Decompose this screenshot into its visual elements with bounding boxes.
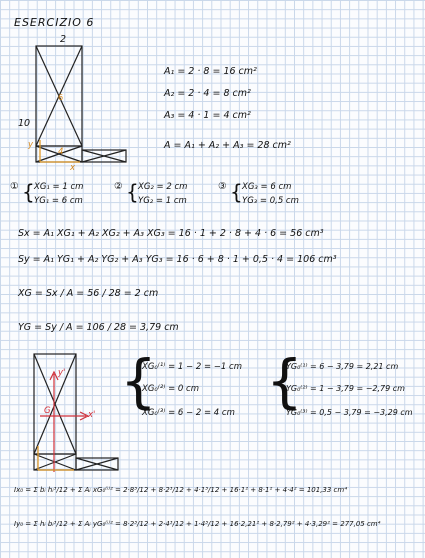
fig1-label-y: y <box>28 140 34 150</box>
offset-x2: XG₀⁽²⁾ = 0 cm <box>142 384 199 394</box>
centroid-1-number: ① <box>10 181 19 192</box>
fig2-label-y: y' <box>58 368 66 378</box>
centroid-3-x: XG₃ = 6 cm <box>242 182 292 192</box>
centroid-xg: XG = Sx / A = 56 / 28 = 2 cm <box>18 288 159 299</box>
centroid-2-x: XG₂ = 2 cm <box>138 182 188 192</box>
static-moment-sy: Sy = A₁ YG₁ + A₂ YG₂ + A₃ YG₃ = 16 · 6 + 8 · 1 + 0,5 · 4 = 106 cm³ <box>18 254 337 265</box>
centroid-2-y: YG₂ = 1 cm <box>138 196 187 206</box>
fig1-dim-top: 2 <box>60 34 67 45</box>
offset-x1: XG₀⁽¹⁾ = 1 − 2 = −1 cm <box>142 362 242 372</box>
centroid-1-brace: { <box>22 180 35 204</box>
static-moment-sx: Sx = A₁ XG₁ + A₂ XG₂ + A₃ XG₃ = 16 · 1 + 2 · 8 + 4 · 6 = 56 cm³ <box>18 228 324 239</box>
fig1-dim-left: 10 <box>18 118 31 129</box>
centroid-1-y: YG₁ = 6 cm <box>34 196 83 206</box>
inertia-iy: Iy₀ = Σ hᵢ bᵢ³/12 + Σ Aᵢ yG₀⁽ⁱ⁾² = 8·2³/12 + 2·4³/12 + 1·4³/12 + 16·2,21² + 8·2,79² + 4·3,29² = 277,05 cm⁴ <box>14 520 381 528</box>
area-a2: A₂ = 2 · 4 = 8 cm² <box>164 88 251 99</box>
offset-x3: XG₀⁽³⁾ = 6 − 2 = 4 cm <box>142 408 235 418</box>
fig1-label-x: x <box>70 163 76 173</box>
centroid-2-brace: { <box>126 180 139 204</box>
centroid-3-number: ③ <box>218 181 227 192</box>
centroid-3-y: YG₃ = 0,5 cm <box>242 196 299 206</box>
offset-y1: YG₀⁽¹⁾ = 6 − 3,79 = 2,21 cm <box>286 362 399 371</box>
fig2-label-g: G <box>44 406 51 416</box>
fig1-label-4: 4 <box>58 147 64 157</box>
centroid-1-x: XG₁ = 1 cm <box>34 182 84 192</box>
area-total: A = A₁ + A₂ + A₃ = 28 cm² <box>164 140 291 151</box>
centroid-2-number: ② <box>114 181 123 192</box>
page-title: ESERCIZIO 6 <box>14 16 95 29</box>
offsets-y-brace: { <box>266 347 303 415</box>
offset-y2: YG₀⁽²⁾ = 1 − 3,79 = −2,79 cm <box>286 384 405 393</box>
centroid-3-brace: { <box>230 180 243 204</box>
fig1-label-6: 6 <box>58 93 64 102</box>
inertia-ix: Ix₀ = Σ bᵢ hᵢ³/12 + Σ Aᵢ xG₀⁽ⁱ⁾² = 2·8³/12 + 8·2³/12 + 4·1³/12 + 16·1² + 8·1² + 4·4² = 101,33 cm⁴ <box>14 486 348 494</box>
offset-y3: YG₀⁽³⁾ = 0,5 − 3,79 = −3,29 cm <box>286 408 413 417</box>
fig2-label-x: x' <box>88 410 96 420</box>
centroid-yg: YG = Sy / A = 106 / 28 = 3,79 cm <box>18 322 179 333</box>
area-a3: A₃ = 4 · 1 = 4 cm² <box>164 110 251 121</box>
offsets-x-brace: { <box>120 347 157 415</box>
area-a1: A₁ = 2 · 8 = 16 cm² <box>164 66 257 77</box>
